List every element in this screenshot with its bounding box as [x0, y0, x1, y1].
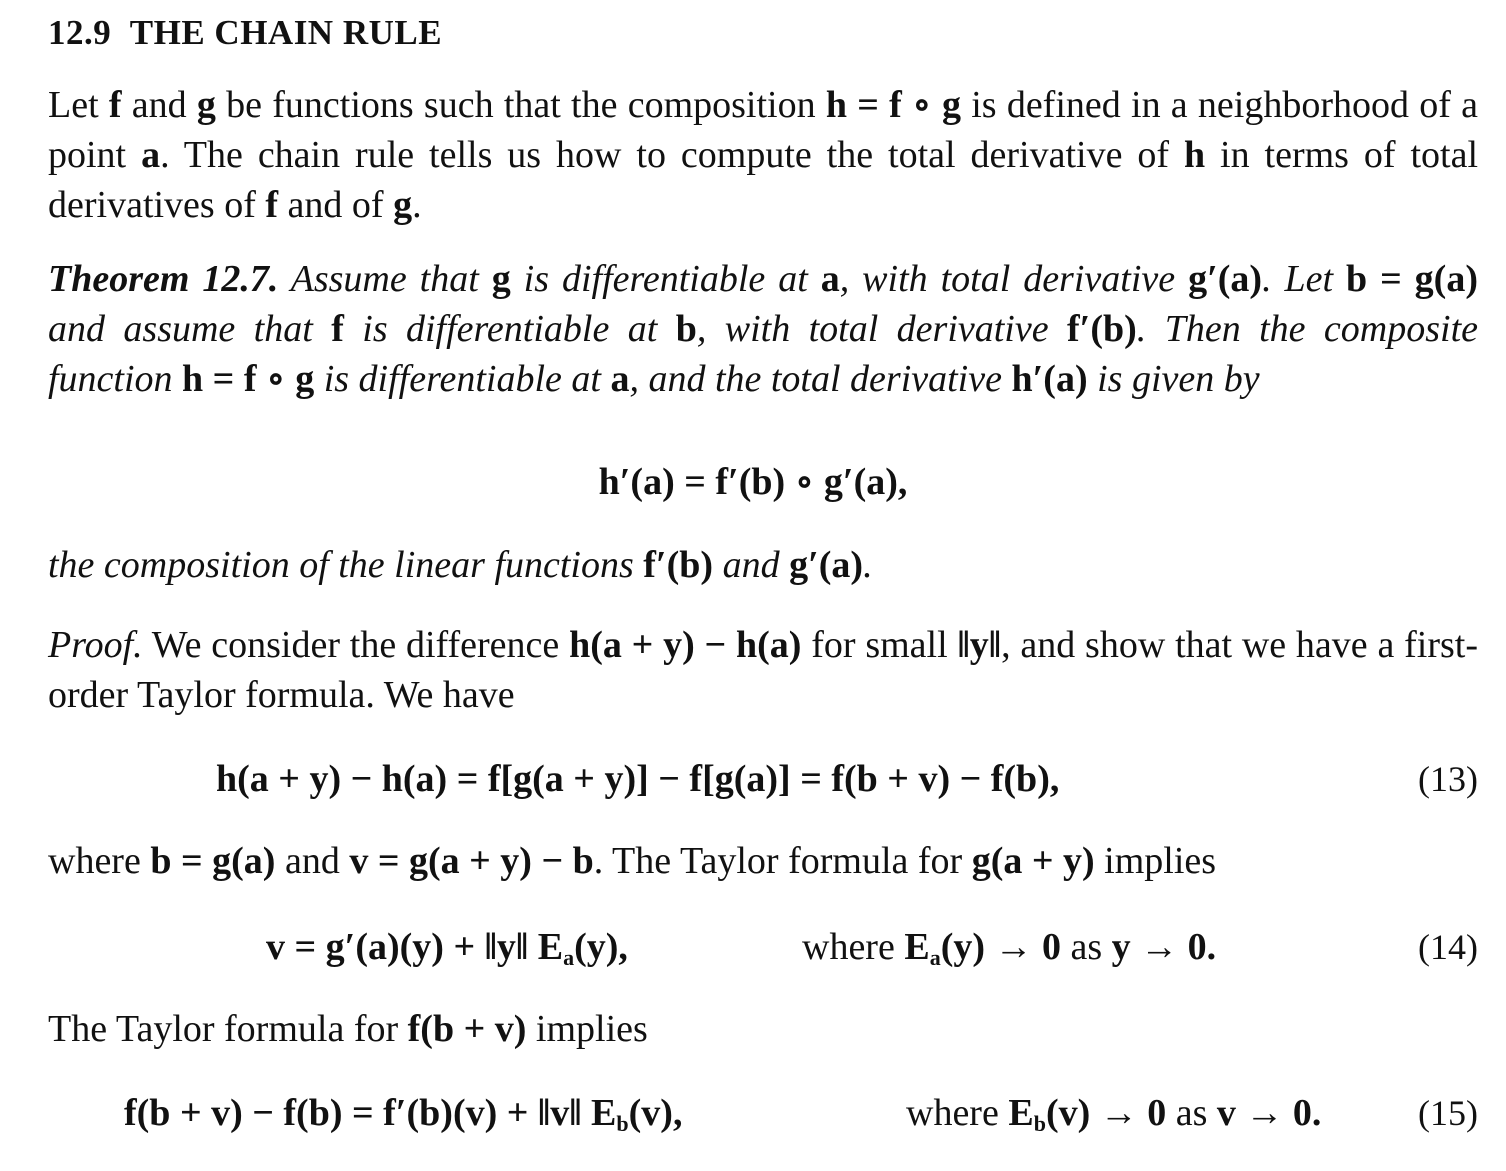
- g-a-plus-y: g(a + y): [971, 840, 1095, 882]
- theorem-text: , with total derivative: [839, 258, 1189, 300]
- theorem-text: is differentiable at: [343, 308, 676, 350]
- where-line: [48, 836, 1478, 886]
- limit-condition: v → 0.: [1216, 1092, 1322, 1134]
- derivative-f-b: f′(b): [643, 544, 714, 586]
- where-text: . The Taylor formula for: [593, 840, 972, 882]
- equation-13-body: h(a + y) − h(a) = f[g(a + y)] − f[g(a)] = f(b + v) − f(b),: [216, 758, 1060, 800]
- equation-15-condition: [906, 1088, 1321, 1149]
- theorem-text: Assume that: [278, 258, 492, 300]
- proof-text: We consider the difference: [142, 624, 570, 666]
- where-text: implies: [1094, 840, 1217, 882]
- composition-expr: h = f ∘ g: [182, 358, 315, 400]
- theorem-text: is differentiable at: [314, 358, 611, 400]
- derivative-g-a: g′(a): [1188, 258, 1263, 300]
- where-text: where: [906, 1092, 1009, 1134]
- equation-15-body: (v),: [628, 1092, 683, 1134]
- equation-13: [216, 754, 1059, 804]
- intro-text: is defined in a neighborhood of a point: [48, 84, 1479, 176]
- f-b-plus-v: f(b + v): [407, 1008, 527, 1050]
- intro-text: in terms of total derivatives of: [48, 134, 1478, 226]
- subscript: a: [929, 945, 941, 970]
- theorem-text: is differentiable at: [510, 258, 821, 300]
- theorem-text: . Let: [1262, 258, 1347, 300]
- theorem-text: . Then the composite function: [48, 308, 1478, 400]
- section-heading: [48, 8, 1478, 58]
- subscript: b: [1033, 1111, 1046, 1136]
- section-number: 12.9: [48, 13, 112, 52]
- theorem-label: Theorem 12.7.: [48, 258, 279, 300]
- theorem-text: and assume that: [48, 308, 332, 350]
- equation-14-number: (14): [1418, 927, 1478, 967]
- equation-15-number: (15): [1418, 1093, 1478, 1133]
- equation-15-body: f(b + v) − f(b) = f′(b)(v) + ‖v‖ E: [124, 1092, 617, 1134]
- proof-paragraph: [48, 620, 1478, 720]
- taylor-text: The Taylor formula for: [48, 1008, 408, 1050]
- symbol-g: g: [393, 184, 413, 226]
- equation-13-number: (13): [1418, 759, 1478, 799]
- derivative-g-a: g′(a): [789, 544, 864, 586]
- theorem-continuation: [48, 540, 1478, 590]
- symbol-a: a: [820, 258, 840, 300]
- norm-y: ‖y‖: [957, 624, 1002, 666]
- derivative-f-b: f′(b): [1067, 308, 1137, 350]
- v-definition: v = g(a + y) − b: [349, 840, 594, 882]
- proof-text: , and show that we have a first-order Taylor formula. We have: [48, 624, 1478, 716]
- symbol-f: f: [265, 184, 279, 226]
- theorem-text: and: [713, 544, 790, 586]
- symbol-h: h: [1183, 134, 1206, 176]
- intro-text: and of: [278, 184, 394, 226]
- equation-14-body: (y),: [574, 926, 628, 968]
- where-text: as: [1061, 926, 1112, 968]
- intro-text: . The chain rule tells us how to compute the total derivative of: [160, 134, 1184, 176]
- equation-15: [124, 1088, 682, 1149]
- taylor-text: implies: [526, 1008, 648, 1050]
- equation-14-condition: [802, 922, 1216, 983]
- theorem-text: , with total derivative: [696, 308, 1067, 350]
- theorem-text: .: [863, 544, 873, 586]
- symbol-f: f: [108, 84, 122, 126]
- subscript: b: [616, 1111, 629, 1136]
- symbol-g: g: [491, 258, 511, 300]
- intro-paragraph: [48, 80, 1478, 230]
- theorem-display-equation: [0, 457, 1506, 507]
- subscript: a: [563, 945, 575, 970]
- derivative-h-a: h′(a): [1011, 358, 1088, 400]
- intro-text: .: [412, 184, 422, 226]
- error-limit: (y) → 0: [940, 926, 1062, 968]
- intro-text: and: [121, 84, 197, 126]
- error-limit: (v) → 0: [1045, 1092, 1167, 1134]
- intro-text: Let: [48, 84, 109, 126]
- theorem-text: is given by: [1087, 358, 1260, 400]
- difference-expr: h(a + y) − h(a): [569, 624, 802, 666]
- where-text: as: [1166, 1092, 1217, 1134]
- symbol-f: f: [331, 308, 344, 350]
- symbol-a: a: [141, 134, 161, 176]
- where-text: and: [275, 840, 350, 882]
- theorem-statement: [48, 254, 1478, 404]
- error-function: E: [904, 926, 930, 968]
- taylor-line: [48, 1004, 1478, 1054]
- limit-condition: y → 0.: [1111, 926, 1217, 968]
- error-function: E: [1008, 1092, 1034, 1134]
- intro-text: be functions such that the composition: [215, 84, 826, 126]
- theorem-text: , and the total derivative: [629, 358, 1012, 400]
- composition-expr: h = f ∘ g: [825, 84, 961, 126]
- where-text: where: [802, 926, 905, 968]
- b-definition: b = g(a): [150, 840, 276, 882]
- section-title: THE CHAIN RULE: [129, 13, 443, 52]
- proof-label: Proof.: [48, 624, 143, 666]
- where-text: where: [48, 840, 151, 882]
- symbol-a: a: [610, 358, 630, 400]
- theorem-text: the composition of the linear functions: [48, 544, 644, 586]
- proof-text: for small: [801, 624, 958, 666]
- equation-14-body: v = g′(a)(y) + ‖y‖ E: [266, 926, 564, 968]
- b-definition: b = g(a): [1346, 258, 1478, 300]
- chain-rule-formula: h′(a) = f′(b) ∘ g′(a),: [598, 461, 908, 503]
- symbol-g: g: [196, 84, 216, 126]
- equation-14: [266, 922, 628, 983]
- symbol-b: b: [675, 308, 697, 350]
